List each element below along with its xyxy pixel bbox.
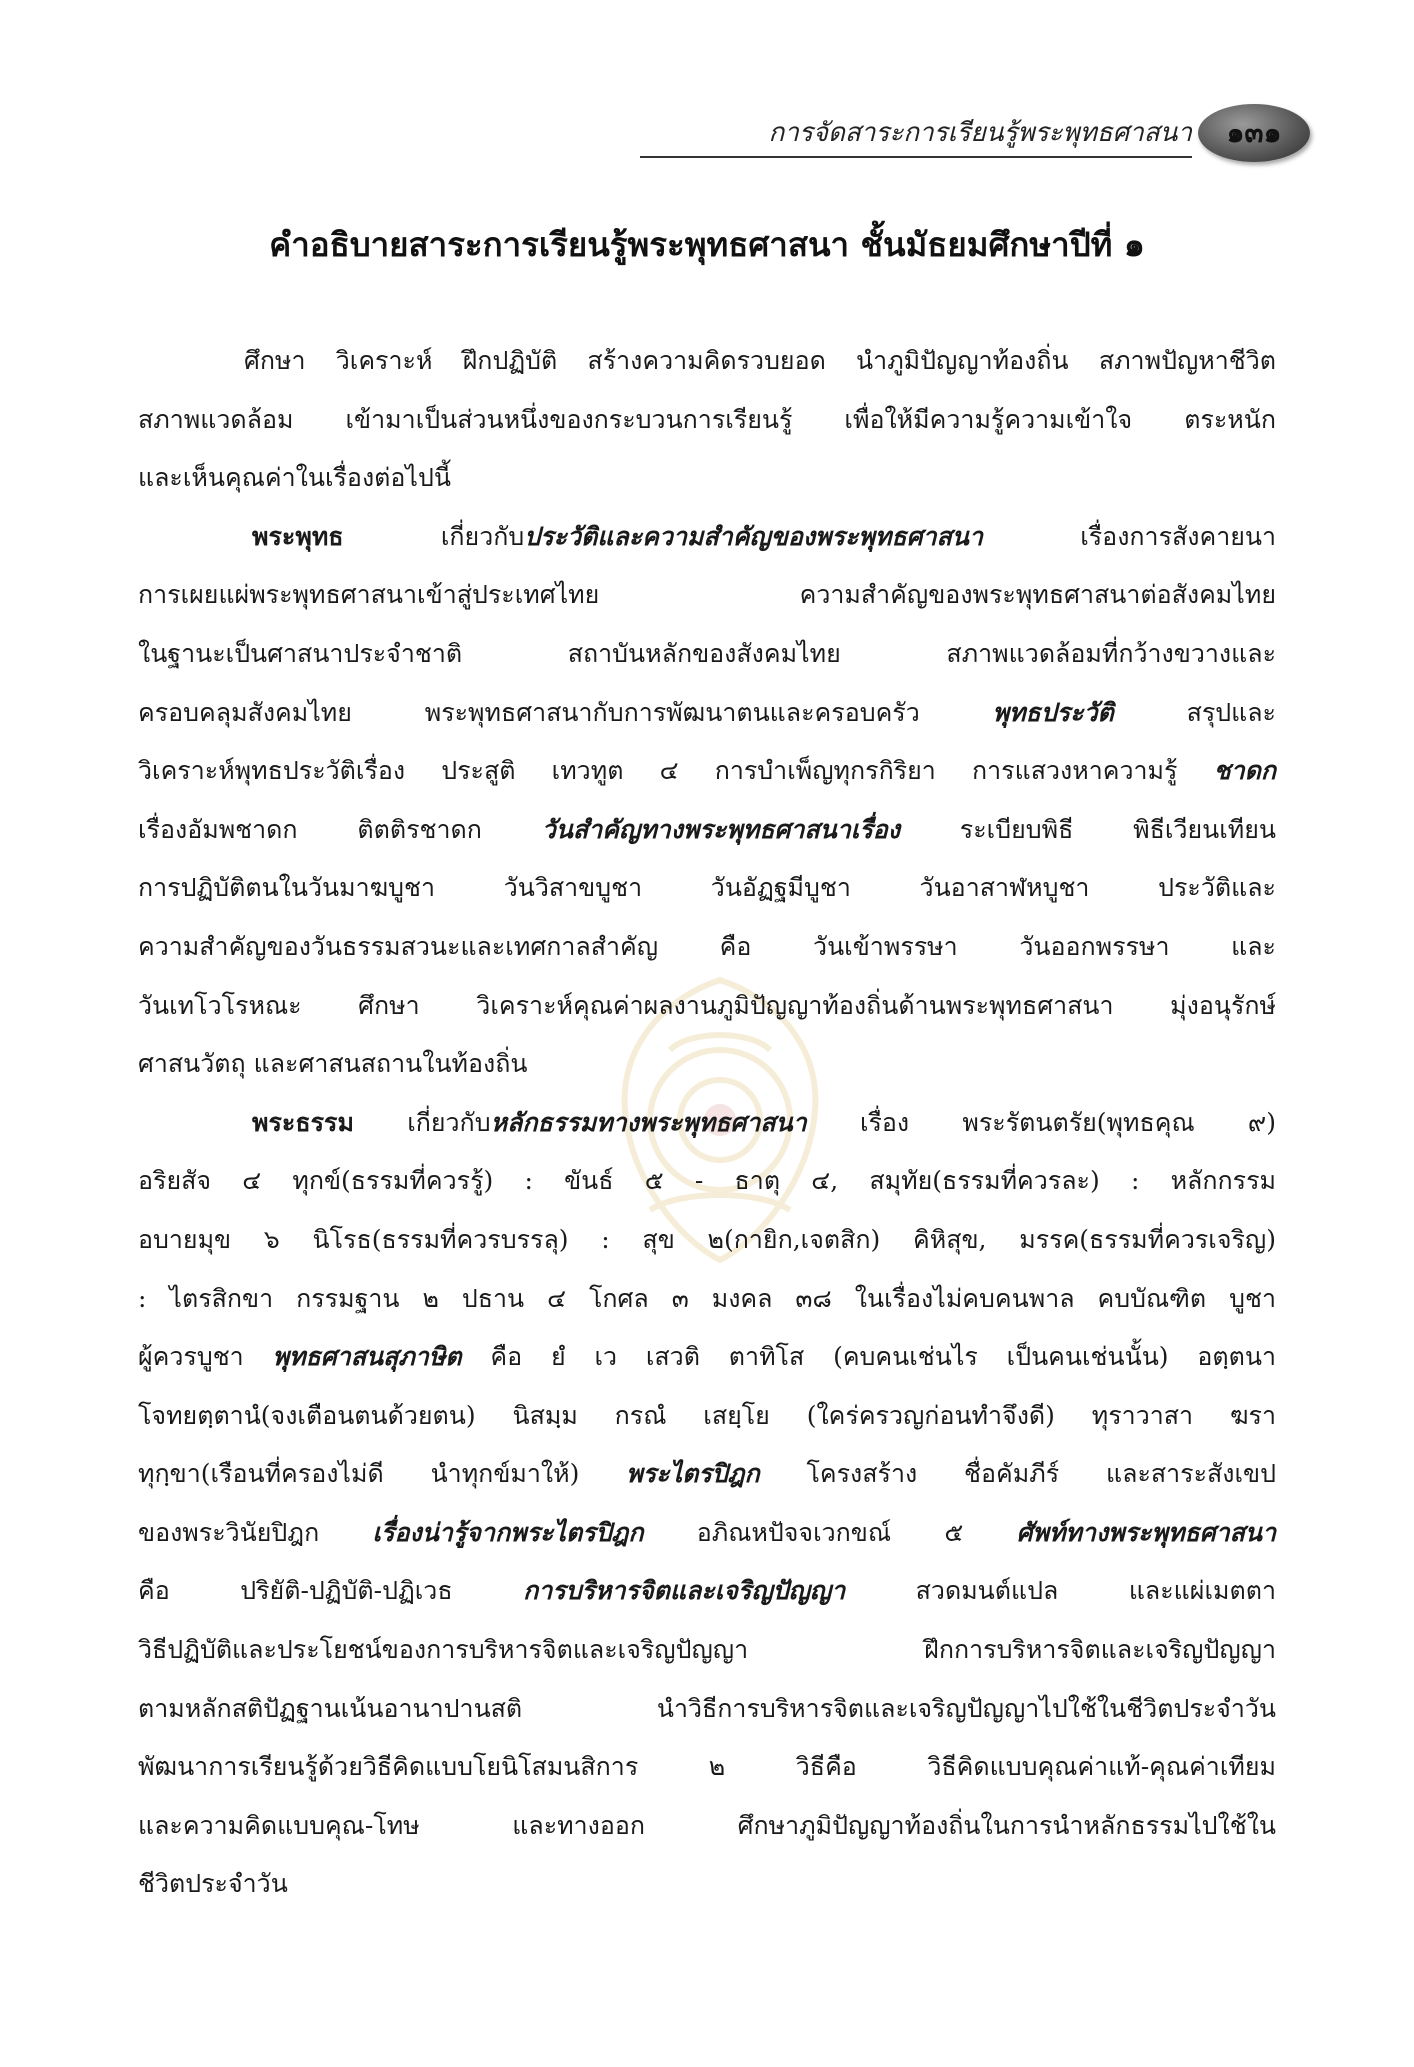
text-line (138, 742, 1276, 801)
text-run: อภิณหปัจจเวกขณ์ ๕ (643, 1517, 1017, 1547)
text-line (138, 625, 1276, 684)
text-run: สภาพแวดล้อม เข้ามาเป็นส่วนหนึ่งของกระบวนการเรียนรู้ เพื่อให้มีความรู้ความเข้าใจ ตระหนัก (138, 404, 1276, 434)
text-line (138, 1797, 1276, 1856)
text-run: ศาสนวัตถุ และศาสนสถานในท้องถิ่น (138, 1049, 528, 1079)
text-line (138, 1328, 1276, 1387)
running-title: การจัดสาระการเรียนรู้พระพุทธศาสนา (768, 118, 1192, 148)
emphasized-text: พระไตรปิฎก (626, 1459, 760, 1489)
emphasized-text: ศัพท์ทางพระพุทธศาสนา (1016, 1517, 1276, 1547)
text-run: ทุกฺขา(เรือนที่ครองไม่ดี นำทุกข์มาให้) (138, 1459, 627, 1489)
text-run: ของพระวินัยปิฎก (138, 1517, 373, 1547)
text-run: คือ ยํ เว เสวติ ตาทิโส (คบคนเช่นไร เป็นคนเช่นนั้น) อตฺตนา (461, 1342, 1276, 1372)
text-run: ศึกษา วิเคราะห์ ฝึกปฏิบัติ สร้างความคิดรวบยอด นำภูมิปัญญาท้องถิ่น สภาพปัญหาชีวิต (244, 346, 1276, 375)
emphasized-text: ประวัติและความสำคัญของพระพุทธศาสนา (524, 521, 983, 551)
text-run: ชีวิตประจำวัน (138, 1869, 288, 1899)
emphasized-text: พุทธศาสนสุภาษิต (272, 1342, 462, 1372)
body-text (138, 332, 1276, 1914)
text-line (138, 1211, 1276, 1270)
text-run: อบายมุข ๖ นิโรธ(ธรรมที่ควรบรรลุ) : สุข ๒(กายิก,เจตสิก) คิหิสุข, มรรค(ธรรมที่ควรเจริญ) (138, 1224, 1276, 1254)
text-line (138, 1855, 1276, 1914)
text-line (138, 1504, 1276, 1563)
text-line (138, 1270, 1276, 1329)
text-line (138, 1035, 1276, 1094)
text-run: วันเทโวโรหณะ ศึกษา วิเคราะห์คุณค่าผลงานภูมิปัญญาท้องถิ่นด้านพระพุทธศาสนา มุ่งอนุรักษ์ (138, 990, 1276, 1020)
document-title: คำอธิบายสาระการเรียนรู้พระพุทธศาสนา ชั้นมัธยมศึกษาปีที่ ๑ (269, 225, 1145, 264)
text-run: อริยสัจ ๔ ทุกข์(ธรรมที่ควรรู้) : ขันธ์ ๕ - ธาตุ ๔, สมุทัย(ธรรมที่ควรละ) : หลักกรรม (138, 1166, 1276, 1196)
text-run: ระเบียบพิธี พิธีเวียนเทียน (899, 814, 1276, 844)
text-run: โจทยตฺตานํ(จงเตือนตนด้วยตน) นิสมฺม กรณํ เสยฺโย (ใคร่ครวญก่อนทำจึงดี) ทุราวาสา ฆรา (138, 1400, 1276, 1430)
text-line (138, 1738, 1276, 1797)
text-run: ครอบคลุมสังคมไทย พระพุทธศาสนากับการพัฒนาตนและครอบครัว (138, 697, 993, 727)
emphasized-text: พระพุทธ (252, 521, 344, 551)
text-run: สรุปและ (1113, 697, 1276, 727)
text-run: โครงสร้าง ชื่อคัมภีร์ และสาระสังเขป (759, 1459, 1276, 1489)
text-line (138, 684, 1276, 743)
emphasized-text: พระธรรม (252, 1107, 354, 1137)
text-line (138, 1621, 1276, 1680)
text-run: ผู้ควรบูชา (138, 1342, 273, 1372)
emphasized-text: พุทธประวัติ (992, 697, 1114, 727)
text-run: การเผยแผ่พระพุทธศาสนาเข้าสู่ประเทศไทย ความสำคัญของพระพุทธศาสนาต่อสังคมไทย (138, 580, 1276, 610)
text-run: วิธีปฏิบัติและประโยชน์ของการบริหารจิตและเจริญปัญญา ฝึกการบริหารจิตและเจริญปัญญา (138, 1635, 1276, 1665)
text-line (138, 1445, 1276, 1504)
text-line (138, 566, 1276, 625)
page-number-badge: ๑๓๑ (1198, 104, 1310, 162)
text-run: สวดมนต์แปล และแผ่เมตตา (845, 1576, 1276, 1606)
text-run: เกี่ยวกับ (343, 521, 525, 551)
text-line (138, 1680, 1276, 1739)
text-line (138, 449, 1276, 508)
text-run: และเห็นคุณค่าในเรื่องต่อไปนี้ (138, 463, 451, 493)
text-line (138, 918, 1276, 977)
text-run: ตามหลักสติปัฏฐานเน้นอานาปานสติ นำวิธีการบริหารจิตและเจริญปัญญาไปใช้ในชีวิตประจำวัน (138, 1693, 1276, 1723)
text-run: คือ ปริยัติ-ปฏิบัติ-ปฏิเวธ (138, 1576, 524, 1606)
text-line (138, 977, 1276, 1036)
text-run: ในฐานะเป็นศาสนาประจำชาติ สถาบันหลักของสังคมไทย สภาพแวดล้อมที่กว้างขวางและ (138, 638, 1276, 668)
emphasized-text: เรื่องน่ารู้จากพระไตรปิฎก (372, 1517, 644, 1547)
text-line (138, 859, 1276, 918)
text-line (138, 1152, 1276, 1211)
page-header (0, 104, 1414, 174)
text-line (138, 1562, 1276, 1621)
text-line (138, 391, 1276, 450)
text-line (138, 801, 1276, 860)
text-run: : ไตรสิกขา กรรมฐาน ๒ ปธาน ๔ โกศล ๓ มงคล ๓๘ ในเรื่องไม่คบคนพาล คบบัณฑิต บูชา (138, 1283, 1276, 1313)
header-rule (640, 156, 1192, 158)
text-run: ความสำคัญของวันธรรมสวนะและเทศกาลสำคัญ คือ วันเข้าพรรษา วันออกพรรษา และ (138, 931, 1276, 961)
text-line (138, 1094, 1276, 1153)
text-line (138, 1387, 1276, 1446)
text-run: เรื่องการสังคายนา (982, 521, 1277, 551)
text-run: เรื่อง พระรัตนตรัย(พุทธคุณ ๙) (806, 1107, 1276, 1137)
text-line (138, 332, 1276, 391)
emphasized-text: หลักธรรมทางพระพุทธศาสนา (490, 1107, 807, 1137)
emphasized-text: วันสำคัญทางพระพุทธศาสนาเรื่อง (541, 814, 900, 844)
emphasized-text: การบริหารจิตและเจริญปัญญา (523, 1576, 846, 1606)
text-run: และความคิดแบบคุณ-โทษ และทางออก ศึกษาภูมิปัญญาท้องถิ่นในการนำหลักธรรมไปใช้ใน (138, 1810, 1276, 1840)
text-run: เรื่องอัมพชาดก ติตติรชาดก (138, 814, 542, 844)
text-line (138, 508, 1276, 567)
text-run: การปฏิบัติตนในวันมาฆบูชา วันวิสาขบูชา วันอัฏฐมีบูชา วันอาสาฬหบูชา ประวัติและ (138, 873, 1276, 903)
text-run: เกี่ยวกับ (353, 1107, 491, 1137)
text-run: วิเคราะห์พุทธประวัติเรื่อง ประสูติ เทวทูต ๔ การบำเพ็ญทุกรกิริยา การแสวงหาความรู้ (138, 756, 1214, 786)
text-run: พัฒนาการเรียนรู้ด้วยวิธีคิดแบบโยนิโสมนสิการ ๒ วิธีคือ วิธีคิดแบบคุณค่าแท้-คุณค่าเทียม (138, 1752, 1276, 1782)
emphasized-text: ชาดก (1213, 756, 1276, 786)
